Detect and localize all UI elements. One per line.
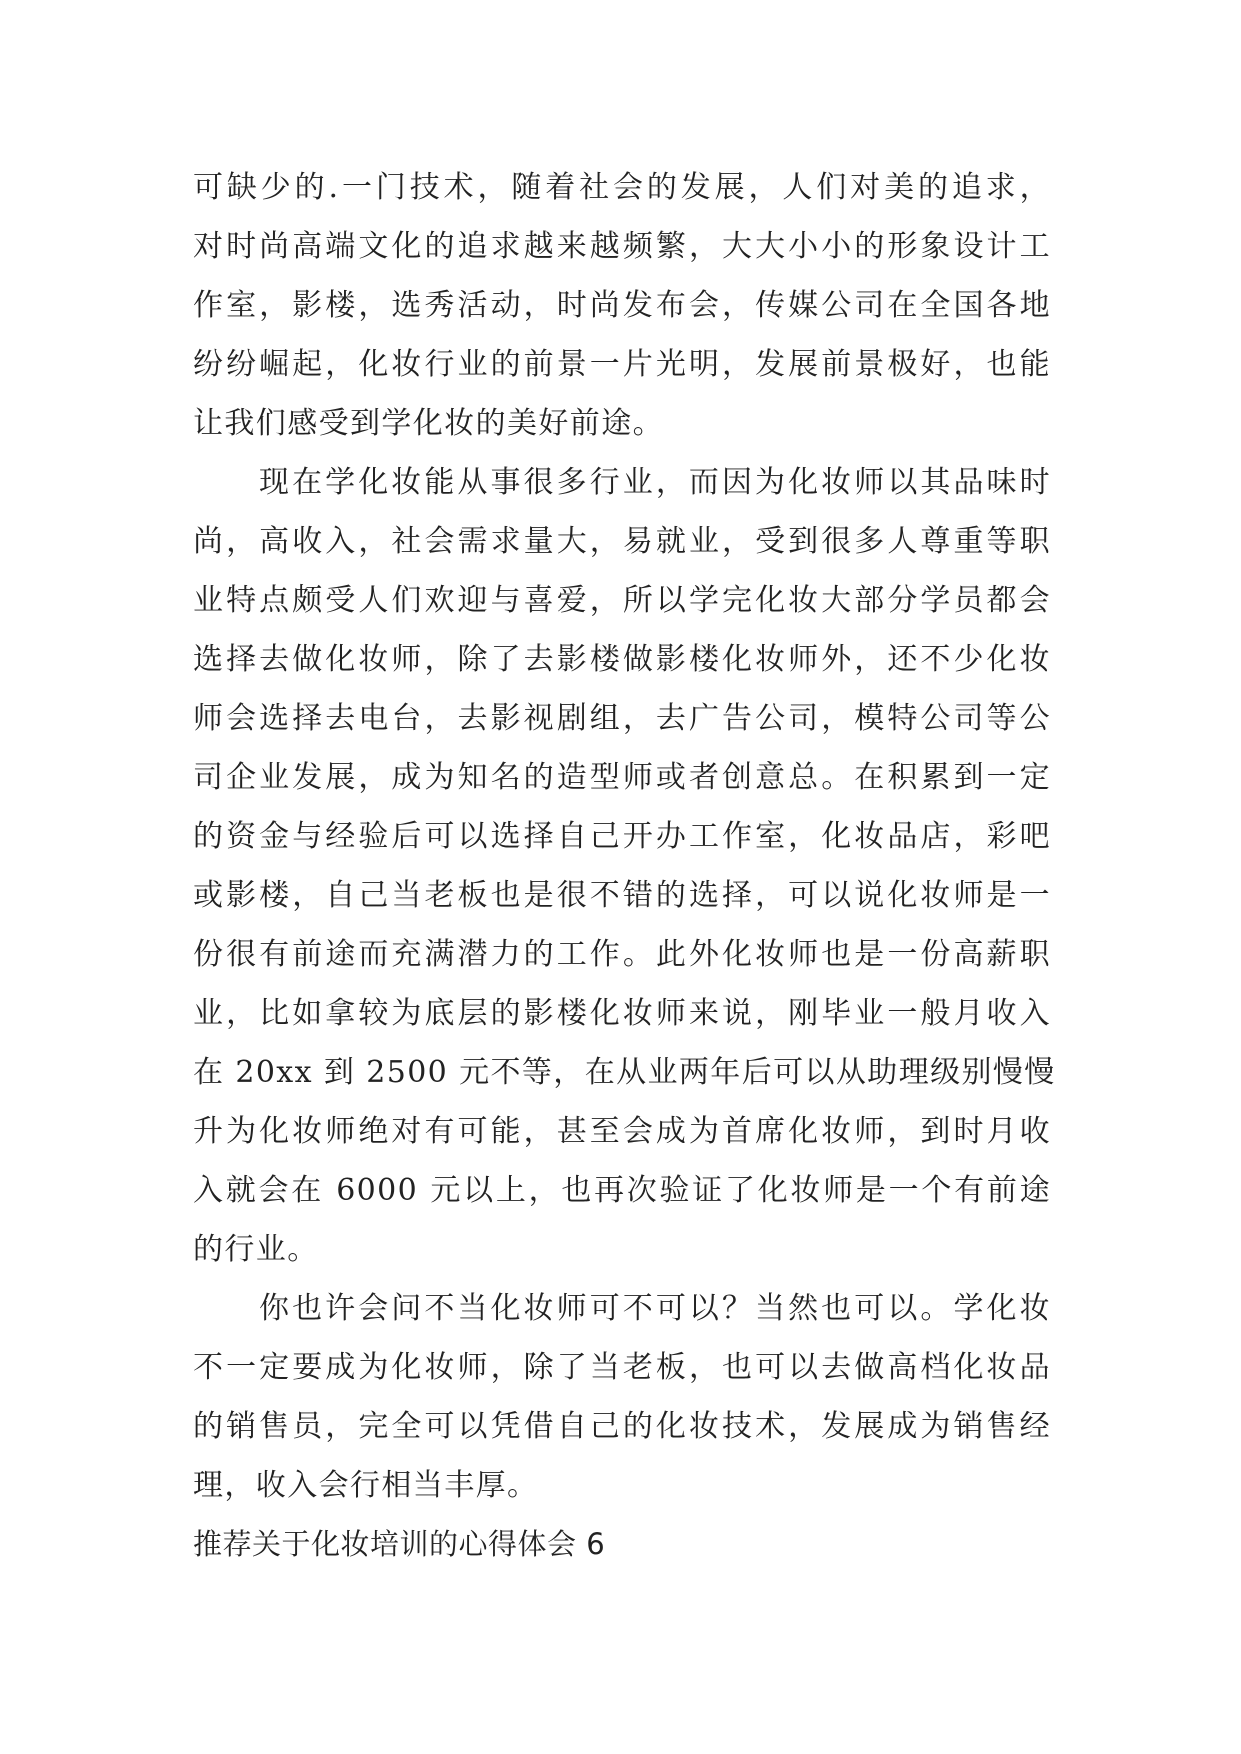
text-line: 师会选择去电台，去影视剧组，去广告公司，模特公司等公: [193, 701, 1051, 736]
text-line: 的行业。: [193, 1232, 319, 1267]
text-line: 或影楼，自己当老板也是很不错的选择，可以说化妆师是一: [193, 878, 1051, 913]
text-line: 对时尚高端文化的追求越来越频繁，大大小小的形象设计工: [193, 229, 1051, 264]
text-line: 的资金与经验后可以选择自己开办工作室，化妆品店，彩吧: [193, 819, 1051, 854]
text-line: 业，比如拿较为底层的影楼化妆师来说，刚毕业一般月收入: [193, 996, 1051, 1031]
text-line: 尚，高收入，社会需求量大，易就业，受到很多人尊重等职: [193, 524, 1051, 559]
text-line: 你也许会问不当化妆师可不可以？当然也可以。学化妆: [259, 1291, 1051, 1326]
text-line: 业特点颇受人们欢迎与喜爱，所以学完化妆大部分学员都会: [193, 583, 1051, 618]
text-line: 份很有前途而充满潜力的工作。此外化妆师也是一份高薪职: [193, 937, 1051, 972]
text-line: 理，收入会行相当丰厚。: [193, 1468, 539, 1503]
text-line: 选择去做化妆师，除了去影楼做影楼化妆师外，还不少化妆: [193, 642, 1051, 677]
text-line: 现在学化妆能从事很多行业，而因为化妆师以其品味时: [259, 465, 1051, 500]
text-line: 入就会在 6000 元以上，也再次验证了化妆师是一个有前途: [193, 1173, 1051, 1208]
paragraph-3: [193, 1279, 1051, 1515]
text-line: 不一定要成为化妆师，除了当老板，也可以去做高档化妆品: [193, 1350, 1051, 1385]
text-line: 可缺少的.一门技术，随着社会的发展，人们对美的追求，: [193, 170, 1051, 205]
text-line: 让我们感受到学化妆的美好前途。: [193, 406, 664, 441]
text-line: 的销售员，完全可以凭借自己的化妆技术，发展成为销售经: [193, 1409, 1051, 1444]
text-line: 司企业发展，成为知名的造型师或者创意总。在积累到一定: [193, 760, 1051, 795]
text-line: 升为化妆师绝对有可能，甚至会成为首席化妆师，到时月收: [193, 1114, 1051, 1149]
text-line: 在 20xx 到 2500 元不等，在从业两年后可以从助理级别慢慢: [193, 1055, 1056, 1090]
text-line: 纷纷崛起，化妆行业的前景一片光明，发展前景极好，也能: [193, 347, 1051, 382]
paragraph-2: [193, 453, 1056, 1279]
section-heading: 推荐关于化妆培训的心得体会 6: [193, 1527, 606, 1561]
text-line: 作室，影楼，选秀活动，时尚发布会，传媒公司在全国各地: [193, 288, 1051, 323]
paragraph-1: [193, 158, 1051, 453]
document-body: [193, 158, 1056, 1574]
